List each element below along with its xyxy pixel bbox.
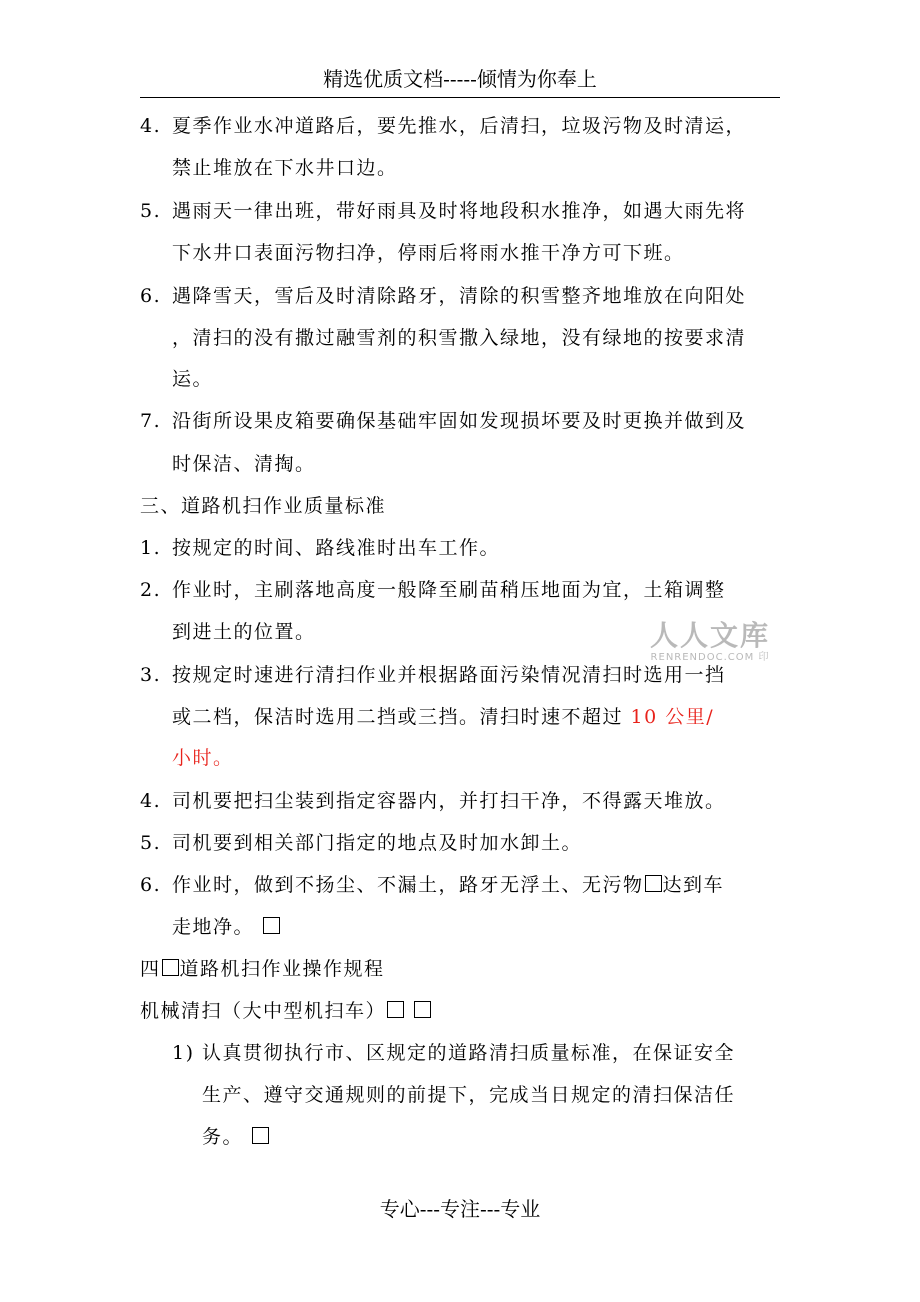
item-number: 4. [140,790,162,812]
item-number: 1. [140,537,162,559]
speed-limit-highlight: 10 公里/ [630,706,715,728]
watermark-title: 人人文库 [649,619,770,652]
item-text [172,705,714,729]
section-title-text: 道路机扫作业操作规程 [179,958,385,980]
item-number: 7. [140,410,162,432]
item-text: 按规定时速进行清扫作业并根据路面污染情况清扫时选用一挡 [172,664,726,686]
watermark-url-text: RENRENDOC.COM [650,652,755,663]
item-text: ，清扫的没有撒过融雪剂的积雪撒入绿地，没有绿地的按要求清 [172,327,747,349]
item-text: 司机要到相关部门指定的地点及时加水卸土。 [172,832,583,854]
item-text: 运。 [172,368,214,390]
sub-item-text: 生产、遵守交通规则的前提下，完成当日规定的清扫保洁任 [202,1084,736,1106]
item-text [172,915,281,939]
watermark-url [640,652,780,664]
watermark-side-mark: 印 [758,652,770,663]
section-title [140,957,385,981]
item-number: 2. [140,579,162,601]
item-number: 6. [140,874,162,896]
item-text: 到进土的位置。 [172,621,316,643]
item-text: 夏季作业水冲道路后，要先推水，后清扫，垃圾污物及时清运， [172,115,747,137]
item-number: 5. [140,200,162,222]
item-text: 遇雨天一律出班，带好雨具及时将地段积水推净，如遇大雨先将 [172,200,747,222]
sub-item-text [202,1125,270,1149]
item-text: 作业时，主刷落地高度一般降至刷苗稍压地面为宜，土箱调整 [172,579,726,601]
header-divider [140,97,780,98]
missing-glyph-box-icon [263,917,280,934]
sub-item-number: 1) [172,1042,195,1064]
watermark-logo [640,620,780,690]
item-number: 6. [140,285,162,307]
item-text: 下水井口表面污物扫净，停雨后将雨水推干净方可下班。 [172,242,685,264]
speed-limit-highlight-cont: 小时。 [172,747,234,769]
page-footer: 专心---专注---专业 [379,1197,541,1221]
item-text-part: 达到车 [662,874,725,896]
sub-item-text: 认真贯彻执行市、区规定的道路清扫质量标准，在保证安全 [202,1042,736,1064]
section-title: 三、道路机扫作业质量标准 [140,495,387,517]
item-text [172,873,724,897]
item-text: 时保洁、清掏。 [172,453,316,475]
page-header: 精选优质文档-----倾情为你奉上 [323,67,597,91]
missing-glyph-box-icon [162,959,179,976]
section-number: 四 [140,958,161,980]
item-text: 按规定的时间、路线准时出车工作。 [172,537,501,559]
sub-item-text-part: 务。 [202,1126,244,1148]
item-number: 3. [140,664,162,686]
subheading-label: 机械清扫（大中型机扫车） [140,1000,387,1022]
missing-glyph-box-icon [387,1001,404,1018]
item-number: 4. [140,115,162,137]
item-text-part: 或二档，保洁时选用二挡或三挡。清扫时速不超过 [172,706,631,728]
item-text: 司机要把扫尘装到指定容器内，并打扫干净，不得露天堆放。 [172,790,726,812]
item-text: 禁止堆放在下水井口边。 [172,157,398,179]
item-text-part: 作业时，做到不扬尘、不漏土，路牙无浮土、无污物 [172,874,644,896]
subheading-text [140,999,432,1023]
missing-glyph-box-icon [645,875,662,892]
item-text: 遇降雪天，雪后及时清除路牙，清除的积雪整齐地堆放在向阳处 [172,285,747,307]
missing-glyph-box-icon [414,1001,431,1018]
missing-glyph-box-icon [252,1127,269,1144]
item-text-part: 走地净。 [172,916,255,938]
item-text: 沿街所设果皮箱要确保基础牢固如发现损坏要及时更换并做到及 [172,410,747,432]
item-number: 5. [140,832,162,854]
